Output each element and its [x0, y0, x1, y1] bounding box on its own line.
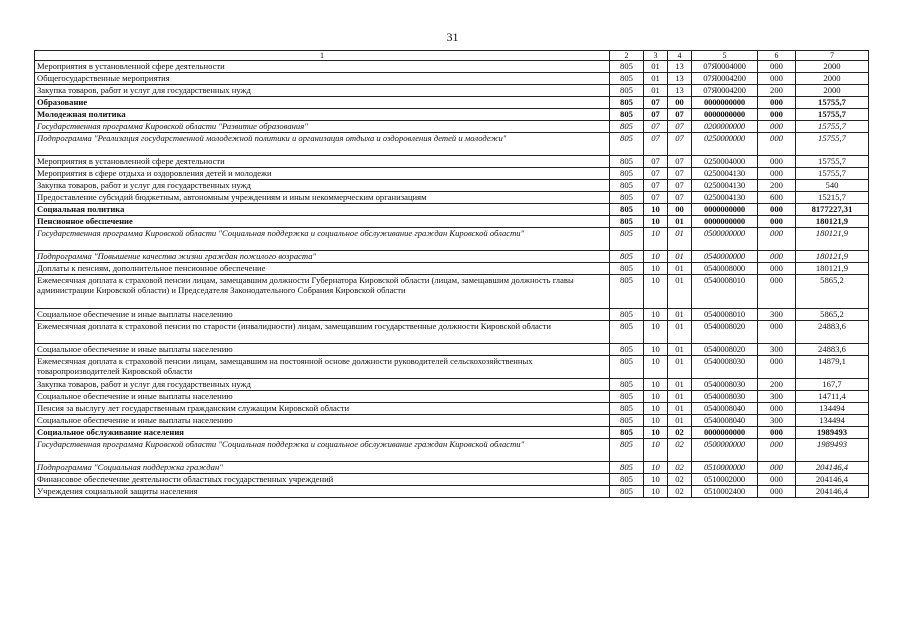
column-header-3: 3 [644, 51, 668, 61]
amount: 180121,9 [796, 216, 869, 228]
subsection-code: 01 [668, 356, 692, 379]
section-code: 07 [644, 156, 668, 168]
item-name: Государственная программа Кировской области "Развитие образования" [35, 121, 610, 133]
subsection-code: 07 [668, 121, 692, 133]
target-article-code: 0250004130 [692, 180, 758, 192]
table-row [35, 109, 869, 121]
target-article-code: 0250004130 [692, 168, 758, 180]
ministry-code: 805 [610, 439, 644, 462]
item-name: Ежемесячная доплата к страховой пенсии лицам, замещавшим должности Губернатора Кировской области (лицам, замещавшим должность главы администрации Кировской области) и Председателя Законодательного Собрания Кировской области [35, 275, 610, 309]
column-header-1: 1 [35, 51, 610, 61]
target-article-code: 0540008000 [692, 263, 758, 275]
table-row [35, 228, 869, 251]
ministry-code: 805 [610, 356, 644, 379]
ministry-code: 805 [610, 379, 644, 391]
section-code: 07 [644, 180, 668, 192]
subsection-code: 01 [668, 321, 692, 344]
ministry-code: 805 [610, 97, 644, 109]
ministry-code: 805 [610, 109, 644, 121]
expense-type-code: 000 [758, 462, 796, 474]
section-code: 10 [644, 486, 668, 498]
expense-type-code: 000 [758, 121, 796, 133]
section-code: 10 [644, 263, 668, 275]
expense-type-code: 000 [758, 321, 796, 344]
table-row [35, 168, 869, 180]
target-article-code: 0540008030 [692, 379, 758, 391]
subsection-code: 02 [668, 462, 692, 474]
subsection-code: 13 [668, 73, 692, 85]
target-article-code: 0540000000 [692, 251, 758, 263]
target-article-code: 0510002000 [692, 474, 758, 486]
target-article-code: 0000000000 [692, 109, 758, 121]
amount: 134494 [796, 415, 869, 427]
target-article-code: 0510000000 [692, 462, 758, 474]
target-article-code: 0510002400 [692, 486, 758, 498]
subsection-code: 00 [668, 97, 692, 109]
amount: 15755,7 [796, 121, 869, 133]
ministry-code: 805 [610, 275, 644, 309]
amount: 204146,4 [796, 474, 869, 486]
section-code: 10 [644, 251, 668, 263]
section-code: 10 [644, 309, 668, 321]
ministry-code: 805 [610, 156, 644, 168]
column-header-5: 5 [692, 51, 758, 61]
amount: 14711,4 [796, 391, 869, 403]
item-name: Общегосударственные мероприятия [35, 73, 610, 85]
column-header-4: 4 [668, 51, 692, 61]
subsection-code: 01 [668, 391, 692, 403]
item-name: Ежемесячная доплата к страховой пенсии лицам, замещавшим на постоянной основе должности руководителей сельскохозяйственных товаропроизводителей Кировской области [35, 356, 610, 379]
amount: 2000 [796, 85, 869, 97]
ministry-code: 805 [610, 121, 644, 133]
amount: 1989493 [796, 439, 869, 462]
item-name: Государственная программа Кировской области "Социальная поддержка и социальное обслуживание граждан Кировской области" [35, 228, 610, 251]
section-code: 10 [644, 379, 668, 391]
expense-type-code: 000 [758, 275, 796, 309]
ministry-code: 805 [610, 180, 644, 192]
subsection-code: 01 [668, 415, 692, 427]
item-name: Молодежная политика [35, 109, 610, 121]
expense-type-code: 300 [758, 344, 796, 356]
table-row [35, 439, 869, 462]
item-name: Подпрограмма "Реализация государственной молодежной политики и организация отдыха и оздоровления детей и молодежи" [35, 133, 610, 156]
ministry-code: 805 [610, 391, 644, 403]
table-header-row [35, 51, 869, 61]
item-name: Образование [35, 97, 610, 109]
subsection-code: 07 [668, 180, 692, 192]
amount: 24883,6 [796, 344, 869, 356]
table-row [35, 204, 869, 216]
item-name: Подпрограмма "Повышение качества жизни граждан пожилого возраста" [35, 251, 610, 263]
ministry-code: 805 [610, 216, 644, 228]
item-name: Социальное обслуживание населения [35, 427, 610, 439]
item-name: Закупка товаров, работ и услуг для государственных нужд [35, 379, 610, 391]
section-code: 01 [644, 85, 668, 97]
section-code: 10 [644, 415, 668, 427]
subsection-code: 01 [668, 403, 692, 415]
subsection-code: 07 [668, 192, 692, 204]
expense-type-code: 000 [758, 228, 796, 251]
target-article-code: 0000000000 [692, 427, 758, 439]
expense-type-code: 000 [758, 486, 796, 498]
target-article-code: 0000000000 [692, 97, 758, 109]
table-row [35, 180, 869, 192]
table-row [35, 344, 869, 356]
section-code: 10 [644, 356, 668, 379]
ministry-code: 805 [610, 309, 644, 321]
table-row [35, 133, 869, 156]
subsection-code: 01 [668, 344, 692, 356]
table-row [35, 156, 869, 168]
section-code: 07 [644, 121, 668, 133]
section-code: 10 [644, 275, 668, 309]
expense-type-code: 300 [758, 391, 796, 403]
section-code: 07 [644, 192, 668, 204]
subsection-code: 01 [668, 379, 692, 391]
item-name: Пенсия за выслугу лет государственным гражданским служащим Кировской области [35, 403, 610, 415]
expense-type-code: 000 [758, 97, 796, 109]
amount: 2000 [796, 61, 869, 73]
ministry-code: 805 [610, 263, 644, 275]
expense-type-code: 200 [758, 180, 796, 192]
item-name: Социальное обеспечение и иные выплаты населению [35, 309, 610, 321]
amount: 2000 [796, 73, 869, 85]
section-code: 07 [644, 168, 668, 180]
target-article-code: 0540008040 [692, 415, 758, 427]
section-code: 10 [644, 427, 668, 439]
expense-type-code: 000 [758, 204, 796, 216]
table-row [35, 275, 869, 309]
subsection-code: 02 [668, 486, 692, 498]
subsection-code: 01 [668, 251, 692, 263]
expense-type-code: 000 [758, 427, 796, 439]
section-code: 10 [644, 462, 668, 474]
table-row [35, 356, 869, 379]
ministry-code: 805 [610, 73, 644, 85]
table-row [35, 263, 869, 275]
target-article-code: 07Я0004200 [692, 85, 758, 97]
ministry-code: 805 [610, 133, 644, 156]
item-name: Социальное обеспечение и иные выплаты населению [35, 344, 610, 356]
subsection-code: 07 [668, 156, 692, 168]
subsection-code: 00 [668, 204, 692, 216]
section-code: 07 [644, 133, 668, 156]
amount: 15755,7 [796, 156, 869, 168]
subsection-code: 13 [668, 85, 692, 97]
target-article-code: 07Я0004200 [692, 73, 758, 85]
subsection-code: 07 [668, 168, 692, 180]
target-article-code: 0540008020 [692, 344, 758, 356]
item-name: Учреждения социальной защиты населения [35, 486, 610, 498]
section-code: 01 [644, 73, 668, 85]
expense-type-code: 000 [758, 403, 796, 415]
target-article-code: 0000000000 [692, 216, 758, 228]
expense-type-code: 000 [758, 109, 796, 121]
amount: 15755,7 [796, 97, 869, 109]
subsection-code: 02 [668, 474, 692, 486]
expense-type-code: 000 [758, 474, 796, 486]
amount: 167,7 [796, 379, 869, 391]
ministry-code: 805 [610, 85, 644, 97]
amount: 134494 [796, 403, 869, 415]
section-code: 01 [644, 61, 668, 73]
target-article-code: 0540008020 [692, 321, 758, 344]
expense-type-code: 200 [758, 379, 796, 391]
table-row [35, 192, 869, 204]
amount: 15755,7 [796, 133, 869, 156]
section-code: 10 [644, 391, 668, 403]
ministry-code: 805 [610, 427, 644, 439]
table-row [35, 85, 869, 97]
ministry-code: 805 [610, 403, 644, 415]
amount: 15755,7 [796, 168, 869, 180]
item-name: Мероприятия в сфере отдыха и оздоровления детей и молодежи [35, 168, 610, 180]
budget-table [34, 50, 869, 498]
table-row [35, 97, 869, 109]
target-article-code: 0250004000 [692, 156, 758, 168]
table-row [35, 251, 869, 263]
target-article-code: 0540008010 [692, 275, 758, 309]
ministry-code: 805 [610, 462, 644, 474]
expense-type-code: 000 [758, 356, 796, 379]
item-name: Ежемесячная доплата к страховой пенсии по старости (инвалидности) лицам, замещавшим государственные должности Кировской области [35, 321, 610, 344]
expense-type-code: 000 [758, 133, 796, 156]
amount: 14879,1 [796, 356, 869, 379]
amount: 5865,2 [796, 275, 869, 309]
table-row [35, 121, 869, 133]
ministry-code: 805 [610, 486, 644, 498]
item-name: Государственная программа Кировской области "Социальная поддержка и социальное обслуживание граждан Кировской области" [35, 439, 610, 462]
subsection-code: 01 [668, 228, 692, 251]
table-row [35, 427, 869, 439]
target-article-code: 0000000000 [692, 204, 758, 216]
target-article-code: 0500000000 [692, 228, 758, 251]
table-row [35, 474, 869, 486]
item-name: Финансовое обеспечение деятельности областных государственных учреждений [35, 474, 610, 486]
subsection-code: 07 [668, 109, 692, 121]
table-row [35, 61, 869, 73]
ministry-code: 805 [610, 61, 644, 73]
table-row [35, 321, 869, 344]
amount: 15755,7 [796, 109, 869, 121]
amount: 8177227,31 [796, 204, 869, 216]
subsection-code: 07 [668, 133, 692, 156]
subsection-code: 01 [668, 309, 692, 321]
item-name: Подпрограмма "Социальная поддержка граждан" [35, 462, 610, 474]
section-code: 10 [644, 216, 668, 228]
target-article-code: 0250000000 [692, 133, 758, 156]
column-header-7: 7 [796, 51, 869, 61]
target-article-code: 0540008010 [692, 309, 758, 321]
expense-type-code: 000 [758, 73, 796, 85]
ministry-code: 805 [610, 344, 644, 356]
section-code: 10 [644, 474, 668, 486]
item-name: Социальная политика [35, 204, 610, 216]
ministry-code: 805 [610, 192, 644, 204]
section-code: 10 [644, 228, 668, 251]
amount: 540 [796, 180, 869, 192]
target-article-code: 0250004130 [692, 192, 758, 204]
table-row [35, 73, 869, 85]
item-name: Пенсионное обеспечение [35, 216, 610, 228]
target-article-code: 0540008030 [692, 391, 758, 403]
table-row [35, 216, 869, 228]
target-article-code: 0540008030 [692, 356, 758, 379]
subsection-code: 02 [668, 439, 692, 462]
expense-type-code: 000 [758, 61, 796, 73]
target-article-code: 07Я0004000 [692, 61, 758, 73]
target-article-code: 0540008040 [692, 403, 758, 415]
amount: 180121,9 [796, 228, 869, 251]
expense-type-code: 600 [758, 192, 796, 204]
amount: 15215,7 [796, 192, 869, 204]
target-article-code: 0200000000 [692, 121, 758, 133]
item-name: Предоставление субсидий бюджетным, автономным учреждениям и иным некоммерческим организациям [35, 192, 610, 204]
target-article-code: 0500000000 [692, 439, 758, 462]
subsection-code: 01 [668, 275, 692, 309]
expense-type-code: 000 [758, 168, 796, 180]
subsection-code: 01 [668, 216, 692, 228]
ministry-code: 805 [610, 251, 644, 263]
table-row [35, 379, 869, 391]
section-code: 10 [644, 321, 668, 344]
expense-type-code: 300 [758, 415, 796, 427]
column-header-6: 6 [758, 51, 796, 61]
item-name: Доплаты к пенсиям, дополнительное пенсионное обеспечение [35, 263, 610, 275]
section-code: 10 [644, 204, 668, 216]
amount: 180121,9 [796, 263, 869, 275]
subsection-code: 02 [668, 427, 692, 439]
expense-type-code: 000 [758, 251, 796, 263]
expense-type-code: 300 [758, 309, 796, 321]
ministry-code: 805 [610, 204, 644, 216]
section-code: 10 [644, 344, 668, 356]
amount: 204146,4 [796, 462, 869, 474]
amount: 24883,6 [796, 321, 869, 344]
expense-type-code: 000 [758, 439, 796, 462]
table-row [35, 391, 869, 403]
section-code: 10 [644, 439, 668, 462]
expense-type-code: 000 [758, 156, 796, 168]
page-number: 31 [446, 30, 459, 44]
table-row [35, 309, 869, 321]
amount: 180121,9 [796, 251, 869, 263]
column-header-2: 2 [610, 51, 644, 61]
ministry-code: 805 [610, 415, 644, 427]
expense-type-code: 000 [758, 263, 796, 275]
amount: 204146,4 [796, 486, 869, 498]
item-name: Мероприятия в установленной сфере деятельности [35, 156, 610, 168]
item-name: Социальное обеспечение и иные выплаты населению [35, 415, 610, 427]
ministry-code: 805 [610, 474, 644, 486]
section-code: 07 [644, 109, 668, 121]
table-body [35, 61, 869, 498]
expense-type-code: 200 [758, 85, 796, 97]
table-row [35, 486, 869, 498]
ministry-code: 805 [610, 321, 644, 344]
table-row [35, 462, 869, 474]
item-name: Закупка товаров, работ и услуг для государственных нужд [35, 85, 610, 97]
ministry-code: 805 [610, 228, 644, 251]
item-name: Мероприятия в установленной сфере деятельности [35, 61, 610, 73]
item-name: Закупка товаров, работ и услуг для государственных нужд [35, 180, 610, 192]
subsection-code: 13 [668, 61, 692, 73]
ministry-code: 805 [610, 168, 644, 180]
section-code: 07 [644, 97, 668, 109]
table-row [35, 415, 869, 427]
table-row [35, 403, 869, 415]
section-code: 10 [644, 403, 668, 415]
amount: 1989493 [796, 427, 869, 439]
item-name: Социальное обеспечение и иные выплаты населению [35, 391, 610, 403]
subsection-code: 01 [668, 263, 692, 275]
amount: 5865,2 [796, 309, 869, 321]
expense-type-code: 000 [758, 216, 796, 228]
